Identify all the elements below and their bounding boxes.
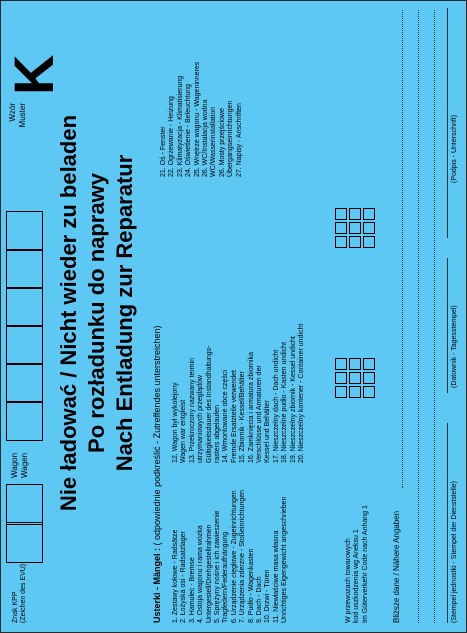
defect-item[interactable]: Unrichtiges Eigengewicht angeschrieben: [281, 496, 289, 623]
keeper-box[interactable]: [6, 522, 43, 563]
defect-item[interactable]: 19. Nieszczelny zbiornik - Kessel undicht: [289, 336, 297, 463]
defect-item[interactable]: 5. Sprężyny nośne i ich zawieszenie: [214, 510, 222, 623]
code-box[interactable]: [349, 372, 361, 384]
code-note: W przewozach towarowych kod uszkodzenia wg Aneksu 1 Im Güterverkehr Code nach Anhang 1: [345, 505, 369, 623]
code-box[interactable]: [349, 386, 361, 398]
form-letter: K: [2, 54, 65, 95]
code-box[interactable]: [349, 222, 361, 234]
defect-item[interactable]: 26. WC/Instalacja wodna: [202, 99, 210, 177]
defect-item[interactable]: Untergestell/Drehgestellrahmen: [205, 524, 213, 623]
defect-item[interactable]: rasters abgelaufen: [214, 405, 222, 463]
defect-item[interactable]: 16. Zamknięcia i armatura zbiornika: [247, 352, 255, 463]
code-box[interactable]: [335, 358, 347, 370]
form-titles: [55, 53, 139, 573]
defect-item[interactable]: 12. Wagon był wykolejony: [172, 382, 179, 463]
code-box[interactable]: [335, 208, 347, 220]
defect-item[interactable]: Fremde Ersatzteile verwendet: [230, 370, 238, 463]
wagon-number-box[interactable]: [6, 325, 43, 365]
defects-list-2: [172, 324, 307, 463]
code-box[interactable]: [335, 386, 347, 398]
defect-item[interactable]: Wagen war entgleist: [180, 399, 188, 463]
details-line[interactable]: [434, 10, 435, 623]
wagon-number-box[interactable]: [6, 363, 43, 403]
wagon-label: Wagon Wagen: [10, 452, 29, 478]
defect-item[interactable]: 21. Oś - Fenster: [160, 126, 167, 177]
code-box[interactable]: [363, 386, 375, 398]
defect-item[interactable]: 11. Niewłaściwe masa własna: [272, 530, 280, 623]
code-box[interactable]: [363, 358, 375, 370]
defect-item[interactable]: 7. Urządzenia zderzne - Stoßeinrichtungen: [239, 489, 247, 623]
keeper-label: Znak KPP (Zeichen des EVU): [12, 563, 28, 623]
date-label: (Datownik - Tagesstempel): [451, 305, 458, 388]
title-line-2: Po rozładunku do naprawy: [84, 173, 109, 453]
code-box[interactable]: [335, 222, 347, 234]
defect-item[interactable]: Kessel und Behälter: [264, 400, 272, 463]
signature-line[interactable]: [447, 8, 448, 238]
defect-item[interactable]: 25. Wnętrze wagonu - Wageninneres: [193, 61, 201, 177]
code-box[interactable]: [349, 236, 361, 248]
wagon-number-box[interactable]: [6, 287, 43, 327]
model-label: Wzór Muster: [8, 103, 27, 128]
defects-heading: Usterki - Mängel : ( odpowiednie podkreślić - Zutreffendes unterstreichen): [152, 325, 162, 623]
defect-item[interactable]: 3. Hamulec - Bremse: [188, 557, 196, 623]
details-line[interactable]: [418, 10, 419, 623]
defect-item[interactable]: Verschlüsse und Armaturen der: [256, 365, 264, 463]
code-box[interactable]: [363, 208, 375, 220]
defect-item[interactable]: 13. Przekroczony nazwany termin: [188, 357, 196, 463]
code-box[interactable]: [349, 208, 361, 220]
wagon-number-box[interactable]: [6, 401, 43, 441]
defect-item[interactable]: 6. Urządzenie cięgłowe - Zugeinrichtungen: [230, 490, 238, 623]
defect-item[interactable]: 26. Mosty przejściowe: [218, 108, 226, 177]
code-box[interactable]: [363, 372, 375, 384]
defect-item[interactable]: 18. Nieszczelne pudło - Kasten undicht: [281, 341, 289, 463]
defect-item[interactable]: 9. Dach - Dach: [256, 576, 264, 623]
defect-item[interactable]: 8. Pudło - Wagenkasten: [247, 548, 255, 623]
stamp-label: (Stempel jednostki - Stempel der Dienststelle): [451, 480, 458, 623]
code-box[interactable]: [363, 236, 375, 248]
defect-item[interactable]: 1. Zestawy kołowe - Radsätze: [172, 529, 179, 623]
defect-item[interactable]: 17. Nieszczelny dach - Dach undicht: [272, 349, 280, 463]
signature-label: (Podpis - Unterschrift): [451, 114, 458, 183]
code-box[interactable]: [335, 236, 347, 248]
defect-item[interactable]: Gültigkeitsdauer des Instandhaltungs-: [205, 345, 213, 463]
defect-item[interactable]: 10. Drzwi - Türen: [264, 569, 272, 623]
wagon-number-box[interactable]: [6, 249, 43, 289]
stamp-line[interactable]: [447, 423, 448, 623]
defect-item[interactable]: 14. Wmontowane obce części: [222, 370, 230, 463]
wagon-number-box[interactable]: [6, 211, 43, 251]
code-box[interactable]: [335, 372, 347, 384]
code-box[interactable]: [363, 222, 375, 234]
defects-list-1: [172, 490, 290, 623]
defect-item[interactable]: 20. Nieszczelny kontener - Container undicht: [298, 323, 306, 463]
defect-item[interactable]: 15. Zbiornik - Kessel/Behälter: [239, 371, 247, 463]
defect-item[interactable]: 2. Łożyska osi - Radsatzlager: [180, 531, 188, 623]
defect-item[interactable]: 23. Klimatyzacja - Klimatisierung: [176, 75, 184, 177]
defects-list-3: [160, 62, 244, 177]
defect-item[interactable]: utrzymaniowych przeglądów: [197, 375, 205, 463]
defect-item[interactable]: Tragfedern/Federaufhängung: [222, 531, 230, 623]
defect-item[interactable]: 22. Ogrzewanie - Heizung: [168, 96, 176, 177]
defect-item[interactable]: 24. Oświetlenie - Beleuchtung: [185, 84, 193, 177]
code-box[interactable]: [349, 358, 361, 370]
title-line-3: Nach Entladung zur Reparatur: [112, 154, 137, 472]
defect-item[interactable]: Übergangseinrichtungen: [227, 100, 235, 177]
title-line-1: Nie ładować / Nicht wieder zu beladen: [56, 114, 81, 512]
defect-item[interactable]: 27. Napisy - Anschriften: [235, 103, 243, 177]
defect-item[interactable]: 4. Ostoja wagonu i rama wózka: [197, 525, 205, 623]
details-label: Bliższe dane / Nähere Angaben: [392, 510, 401, 623]
details-line[interactable]: [402, 10, 403, 488]
date-line[interactable]: [447, 258, 448, 393]
keeper-box[interactable]: [6, 484, 43, 525]
defect-item[interactable]: WC/Wasserinstallation: [210, 106, 218, 177]
